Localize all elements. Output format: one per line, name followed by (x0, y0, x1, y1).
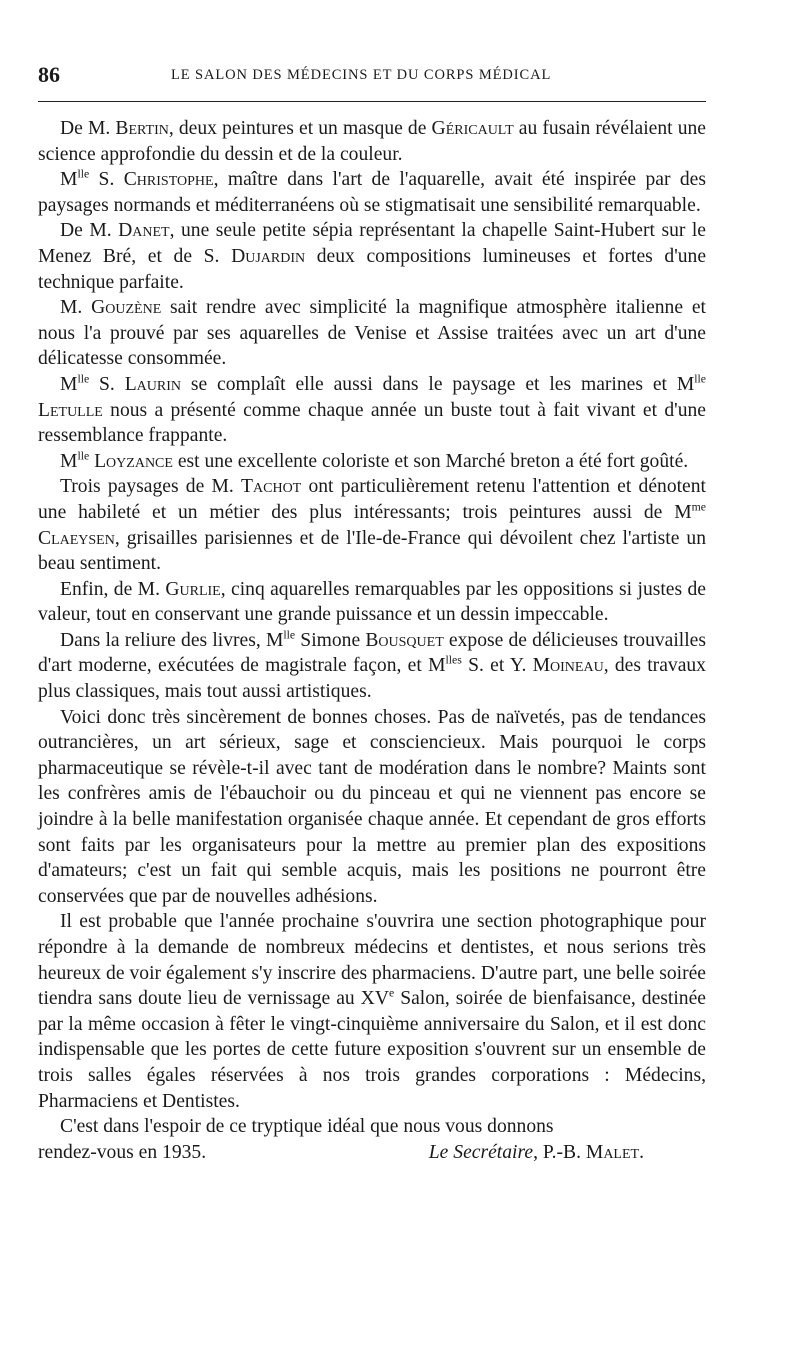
closing-last-words: rendez-vous en 1935. (38, 1141, 207, 1163)
name-moineau: Moineau (532, 655, 604, 677)
name-danet: Danet (118, 220, 170, 242)
name-bertin: Bertin (115, 118, 169, 139)
paragraph-probable: Il est probable que l'année prochaine s'ouvrira une section photographique pour répondre à la demande de nombreux médecins et dentistes, et nous serions très heureux de voir également s'y inscrire des pharmaciens. D'autre part, une belle soirée tiendra sans doute lieu de vernissage au XVe Salon, soirée de bienfaisance, destinée par la même occasion à fêter le vingt-cinquième anniversaire du Salon, et il est donc indispensable que les portes de cette future exposition s'ouvrent sur un ensemble de trois salles égales réservées à nos trois grandes corporations : Médecins, Pharmaciens et Dentistes. (38, 911, 706, 1112)
article-body (38, 116, 706, 1165)
name-tachot: Tachot (241, 476, 302, 498)
paragraph-laurin: $M^{lle}$ S. Laurin se complaît elle aussi dans le paysage et les marines et $M^{lle}$ Letulle nous a présenté comme chaque année un buste tout à fait vivant et d'une ressemblance frappante. (38, 372, 707, 447)
name-christophe: Christophe (123, 169, 214, 191)
name-gurlie: Gurlie (165, 578, 221, 600)
name-dujardin: Dujardin (231, 245, 306, 267)
name-gericault: Géricault (431, 118, 514, 139)
paragraph-bertin: De M. Bertin, deux peintures et un masque de Géricault au fusain révélaient une science approfondie du dessin et de la couleur. (38, 118, 706, 165)
paragraph-loyzance: $M^{lle}$ Loyzance est une excellente coloriste et son Marché breton a été fort goûté. (60, 449, 689, 472)
name-claeysen: Claeysen (38, 527, 115, 549)
closing-signature-line (38, 1140, 706, 1166)
paragraph-danet: De M. Danet, une seule petite sépia représentant la chapelle Saint-Hubert sur le Menez Bré, et de S. Dujardin deux compositions lumineuses et fortes d'une technique parfaite. (38, 220, 707, 293)
paragraph-tachot: Trois paysages de M. Tachot ont particulièrement retenu l'attention et dénotent une habileté et un métier des plus intéressants; trois peintures aussi de $M^{me}$ Claeysen, grisailles parisiennes et de l'Ile-de-France qui dévoilent chez l'artiste un beau sentiment. (38, 476, 706, 575)
name-letulle: Letulle (38, 399, 103, 421)
name-bousquet: Bousquet (365, 629, 444, 651)
paragraph-reliure: Dans la reliure des livres, $M^{lle}$ Simone Bousquet expose de délicieuses trouvailles d'art moderne, exécutées de magistrale façon, et $M^{lles}$ S. et Y. Moineau, des travaux plus classiques, mais tout aussi artistiques. (38, 628, 707, 703)
paragraph-voici: Voici donc très sincèrement de bonnes choses. Pas de naïvetés, pas de tendances outrancières, un art sérieux, sage et consciencieux. Mais pourquoi le corps pharmaceutique se révèle-t-il avec tant de modération dans le nombre? Maints sont les confrères amis de l'ébauchoir ou du pinceau et qui ne viennent pas encore se joindre à la belle manifestation organisée chaque année. Et cependant de gros efforts sont faits par les organisateurs pour la mettre au premier plan des expositions d'amateurs; c'est un fait qui semble acquis, mais les positions ne pourront être conservées que par de nouvelles adhésions. (38, 706, 706, 907)
paragraph-gouzene: M. Gouzène sait rendre avec simplicité la magnifique atmosphère italienne et nous l'a prouvé par ses aquarelles de Venise et Assise traitées avec un art d'une délicatesse consommée. (38, 297, 706, 370)
running-title: LE SALON DES MÉDECINS ET DU CORPS MÉDICAL (171, 67, 552, 83)
header-rule (38, 101, 706, 102)
name-laurin: Laurin (124, 373, 182, 395)
paragraph-closing: C'est dans l'espoir de ce tryptique idéal que nous vous donnons (60, 1116, 554, 1138)
paragraph-gurlie: Enfin, de M. Gurlie, cinq aquarelles remarquables par les oppositions si justes de valeur, tout en conservant une grande puissance et un dessin impeccable. (38, 578, 706, 626)
paragraph-christophe: $M^{lle}$ S. Christophe, maître dans l'art de l'aquarelle, avait été inspirée par des paysages normands et méditerranéens où se stigmatisait une sensibilité remarquable. (38, 167, 706, 216)
signature: Le Secrétaire, P.-B. Malet. (428, 1141, 644, 1163)
name-gouzene: Gouzène (91, 297, 162, 319)
page-header (38, 60, 706, 88)
page-number: 86 (38, 62, 60, 87)
name-loyzance: Loyzance (94, 450, 173, 472)
